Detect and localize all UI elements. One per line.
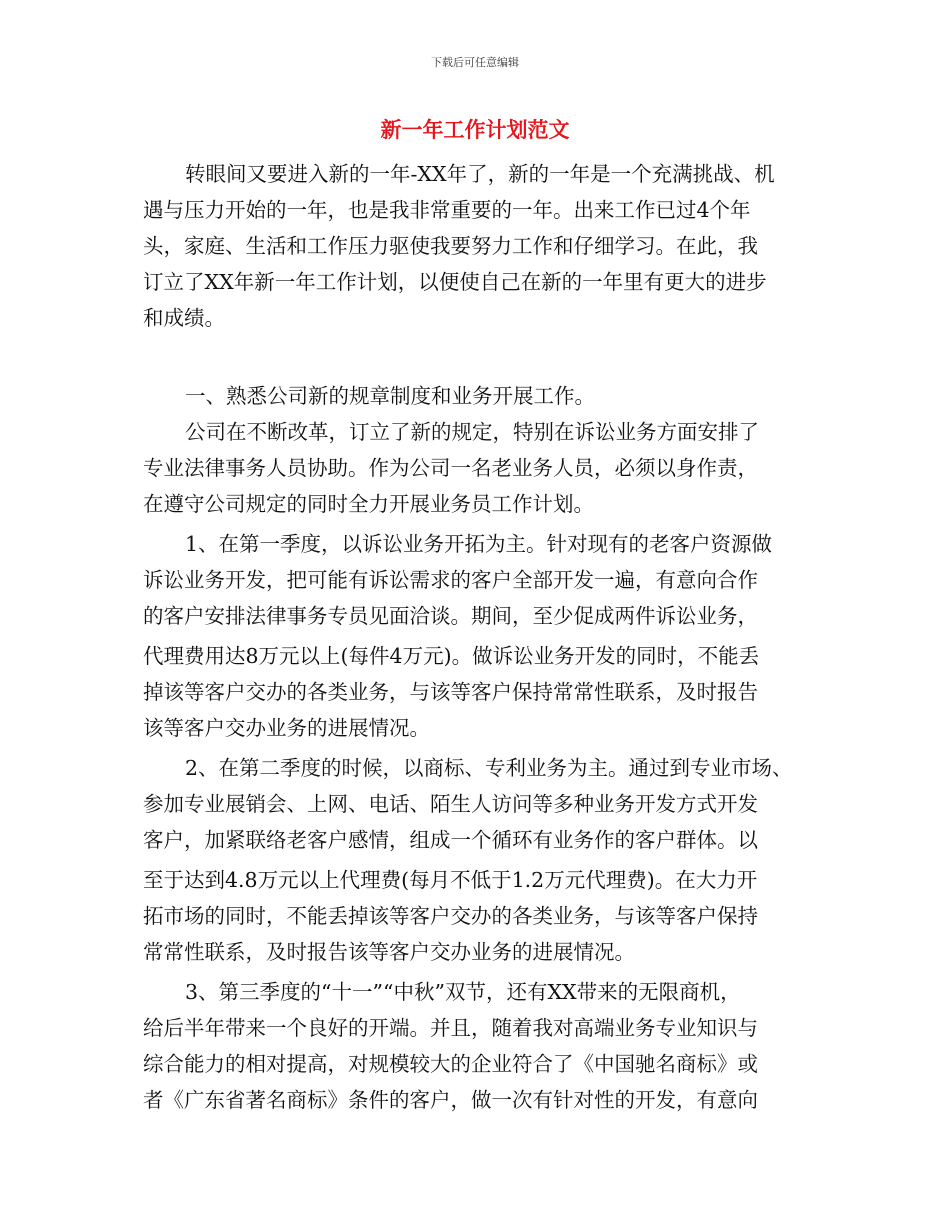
paragraph-line: 常常性联系，及时报告该等客户交办业务的进展情况。: [143, 940, 635, 964]
paragraph-line: 的客户安排法律事务专员见面洽谈。期间，至少促成两件诉讼业务，: [143, 604, 758, 628]
paragraph-line: 该等客户交办业务的进展情况。: [143, 716, 430, 740]
paragraph-line: 者《广东省著名商标》条件的客户，做一次有针对性的开发，有意向: [143, 1088, 758, 1112]
paragraph-line: 客户，加紧联络老客户感情，组成一个循环有业务作的客户群体。以: [143, 828, 758, 852]
paragraph-line: 2、在第二季度的时候，以商标、专利业务为主。通过到专业市场、: [185, 756, 793, 780]
paragraph-line: 掉该等客户交办的各类业务，与该等客户保持常常性联系，及时报告: [143, 680, 758, 704]
paragraph-line: 订立了XX年新一年工作计划，以便使自己在新的一年里有更大的进步: [143, 270, 767, 294]
section-heading: 一、熟悉公司新的规章制度和业务开展工作。: [185, 384, 595, 408]
paragraph-line: 给后半年带来一个良好的开端。并且，随着我对高端业务专业知识与: [143, 1016, 758, 1040]
paragraph-line: 拓市场的同时，不能丢掉该等客户交办的各类业务，与该等客户保持: [143, 904, 758, 928]
paragraph-line: 专业法律事务人员协助。作为公司一名老业务人员，必须以身作责，: [143, 456, 758, 480]
paragraph-line: 转眼间又要进入新的一年-XX年了，新的一年是一个充满挑战、机: [185, 162, 775, 186]
paragraph-line: 3、第三季度的“十一”“中秋”双节，还有XX带来的无限商机，: [185, 980, 741, 1004]
paragraph-line: 头，家庭、生活和工作压力驱使我要努力工作和仔细学习。在此，我: [143, 234, 758, 258]
paragraph-line: 1、在第一季度，以诉讼业务开拓为主。针对现有的老客户资源做: [185, 532, 773, 556]
paragraph-line: 遇与压力开始的一年，也是我非常重要的一年。出来工作已过4个年: [143, 198, 751, 222]
paragraph-line: 综合能力的相对提高，对规模较大的企业符合了《中国驰名商标》或: [143, 1052, 758, 1076]
paragraph-line: 至于达到4.8万元以上代理费(每月不低于1.2万元代理费)。在大力开: [143, 868, 758, 892]
paragraph-line: 和成绩。: [143, 306, 225, 330]
paragraph-line: 代理费用达8万元以上(每件4万元)。做诉讼业务开发的同时，不能丢: [143, 644, 760, 668]
paragraph-line: 公司在不断改革，订立了新的规定，特别在诉讼业务方面安排了: [185, 420, 759, 444]
paragraph-line: 诉讼业务开发，把可能有诉讼需求的客户全部开发一遍，有意向合作: [143, 568, 758, 592]
document-title: 新一年工作计划范文: [380, 118, 570, 142]
paragraph-line: 在遵守公司规定的同时全力开展业务员工作计划。: [143, 492, 594, 516]
paragraph-line: 参加专业展销会、上网、电话、陌生人访问等多种业务开发方式开发: [143, 792, 758, 816]
header-note: 下载后可任意编辑: [431, 56, 519, 69]
